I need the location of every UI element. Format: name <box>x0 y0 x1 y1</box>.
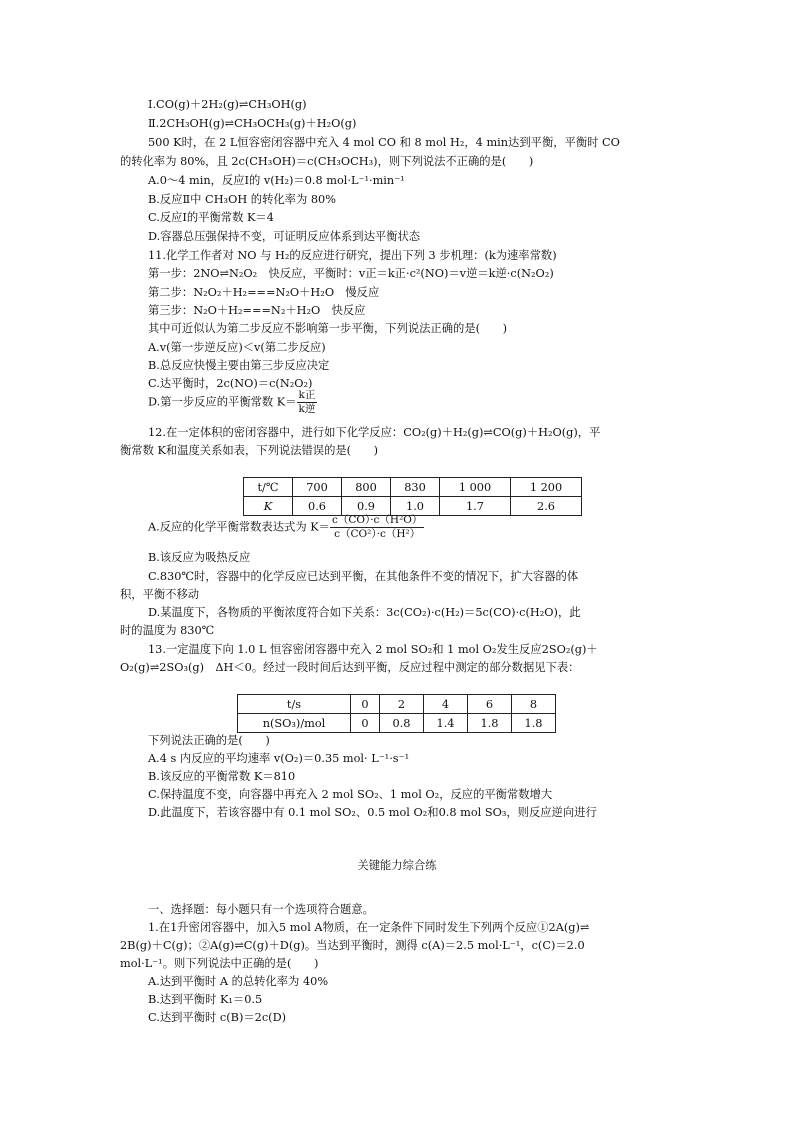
section-title: 关键能力综合练 <box>357 859 437 872</box>
q11-option-d <box>148 389 317 415</box>
q1-option-c: C.达到平衡时 c(B)＝2c(D) <box>148 1011 287 1024</box>
q10-equation-1: Ⅰ.CO(g)＋2H₂(g)⇌CH₃OH(g) <box>148 98 307 111</box>
table-cell: 1.0 <box>391 497 440 516</box>
q12-option-d-line-2: 时的温度为 830℃ <box>120 624 215 637</box>
table-cell: 830 <box>391 478 440 497</box>
q13-ask: 下列说法正确的是( ) <box>148 734 270 747</box>
q11-stem: 11.化学工作者对 NO 与 H₂的反应进行研究，提出下列 3 步机理：(k为速率常数) <box>148 249 557 262</box>
q12-stem-line-2: 衡常数 K和温度关系如表，下列说法错误的是( ) <box>120 444 379 457</box>
table-cell: 700 <box>293 478 342 497</box>
table-cell: 1 000 <box>440 478 511 497</box>
q1-option-b: B.达到平衡时 K₁＝0.5 <box>148 993 263 1006</box>
table-row <box>238 695 556 714</box>
table-cell: 6 <box>468 695 512 714</box>
table-cell: 2.6 <box>511 497 582 516</box>
table-row <box>238 714 556 733</box>
q11-option-a: A.v(第一步逆反应)＜v(第二步反应) <box>148 341 326 354</box>
q10-option-d: D.容器总压强保持不变，可证明反应体系到达平衡状态 <box>148 230 421 243</box>
q13-data-table <box>237 694 556 733</box>
q12-option-a-text: A.反应的化学平衡常数表达式为 K＝ <box>148 520 330 534</box>
table-header-cell: K <box>244 497 293 516</box>
q10-stem-line-1: 500 K时，在 2 L恒容密闭容器中充入 4 mol CO 和 8 mol H₂，4 min达到平衡，平衡时 CO <box>148 136 620 149</box>
table-row <box>244 478 582 497</box>
q13-option-b: B.该反应的平衡常数 K＝810 <box>148 770 296 783</box>
table-cell: 2 <box>380 695 424 714</box>
table-cell: 1.8 <box>468 714 512 733</box>
table-header-cell: t/s <box>238 695 351 714</box>
q13-stem-line-1: 13.一定温度下向 1.0 L 恒容密闭容器中充入 2 mol SO₂和 1 mol O₂发生反应2SO₂(g)＋ <box>148 643 598 656</box>
q12-option-c-line-1: C.830℃时，容器中的化学反应已达到平衡，在其他条件不变的情况下，扩大容器的体 <box>148 570 579 583</box>
q1-stem-line-1: 1.在1升密闭容器中，加入5 mol A物质，在一定条件下同时发生下列两个反应①2A(g)⇌ <box>148 921 590 934</box>
table-cell: 1.8 <box>512 714 556 733</box>
table-cell: 0 <box>351 714 380 733</box>
table-cell: 800 <box>342 478 391 497</box>
q10-option-b: B.反应Ⅱ中 CH₃OH 的转化率为 80% <box>148 193 336 206</box>
q13-option-a: A.4 s 内反应的平均速率 v(O₂)＝0.35 mol· L⁻¹·s⁻¹ <box>148 752 410 765</box>
table-cell: 0.9 <box>342 497 391 516</box>
q1-option-a: A.达到平衡时 A 的总转化率为 40% <box>148 975 329 988</box>
q12-fraction <box>330 514 424 540</box>
q10-option-a: A.0～4 min，反应Ⅰ的 v(H₂)＝0.8 mol·L⁻¹·min⁻¹ <box>148 174 405 187</box>
q13-option-c: C.保持温度不变，向容器中再充入 2 mol SO₂、1 mol O₂，反应的平衡常数增大 <box>148 788 553 801</box>
q12-option-d-line-1: D.某温度下，各物质的平衡浓度符合如下关系：3c(CO₂)·c(H₂)＝5c(CO)·c(H₂O)，此 <box>148 606 581 619</box>
q13-option-d: D.此温度下，若该容器中有 0.1 mol SO₂、0.5 mol O₂和0.8 mol SO₃，则反应逆向进行 <box>148 806 597 819</box>
table-row <box>244 497 582 516</box>
q11-option-b: B.总反应快慢主要由第三步反应决定 <box>148 359 330 372</box>
q10-option-c: C.反应Ⅰ的平衡常数 K＝4 <box>148 211 274 224</box>
table-cell: 0.8 <box>380 714 424 733</box>
q11-fraction <box>297 389 318 415</box>
table-header-cell: t/℃ <box>244 478 293 497</box>
section-instructions: 一、选择题：每小题只有一个选项符合题意。 <box>148 903 374 916</box>
q11-option-d-text: D.第一步反应的平衡常数 K＝ <box>148 395 297 409</box>
table-cell: 1 200 <box>511 478 582 497</box>
q11-step-3: 第三步：N₂O＋H₂===N₂＋H₂O 快反应 <box>148 304 366 317</box>
q12-fraction-numerator: c（CO）·c（H²O） <box>331 514 423 526</box>
q1-stem-line-3: mol·L⁻¹。则下列说法中正确的是( ) <box>120 957 319 970</box>
table-cell: 1.7 <box>440 497 511 516</box>
q10-stem-line-2: 的转化率为 80%，且 2c(CH₃OH)＝c(CH₃OCH₃)，则下列说法不正确的是( ) <box>120 155 534 168</box>
q1-stem-line-2: 2B(g)＋C(g)；②A(g)⇌C(g)＋D(g)。当达到平衡时，测得 c(A)＝2.5 mol·L⁻¹，c(C)＝2.0 <box>120 939 585 952</box>
table-cell: 1.4 <box>424 714 468 733</box>
q10-equation-2: Ⅱ.2CH₃OH(g)⇌CH₃OCH₃(g)＋H₂O(g) <box>148 117 357 130</box>
table-cell: 8 <box>512 695 556 714</box>
q12-k-table <box>243 477 582 516</box>
q12-option-a <box>148 514 424 540</box>
table-header-cell: n(SO₃)/mol <box>238 714 351 733</box>
q11-step-1: 第一步：2NO⇌N₂O₂ 快反应，平衡时：v正＝k正·c²(NO)＝v逆＝k逆·c(N₂O₂) <box>148 267 554 280</box>
table-cell: 0.6 <box>293 497 342 516</box>
q13-stem-line-2: O₂(g)⇌2SO₃(g) ΔH＜0。经过一段时间后达到平衡，反应过程中测定的部分数据见下表： <box>120 661 580 674</box>
q12-fraction-denominator: c（CO²）·c（H²） <box>334 527 421 540</box>
q11-fraction-numerator: k正 <box>298 389 316 401</box>
q11-step-2: 第二步：N₂O₂＋H₂===N₂O＋H₂O 慢反应 <box>148 286 380 299</box>
q12-option-b: B.该反应为吸热反应 <box>148 551 251 564</box>
q11-option-c: C.达平衡时，2c(NO)＝c(N₂O₂) <box>148 377 313 390</box>
q12-option-c-line-2: 积，平衡不移动 <box>120 588 200 601</box>
q12-stem-line-1: 12.在一定体积的密闭容器中，进行如下化学反应：CO₂(g)＋H₂(g)⇌CO(g)＋H₂O(g)，平 <box>148 426 601 439</box>
table-cell: 0 <box>351 695 380 714</box>
q11-fraction-denominator: k逆 <box>298 402 316 415</box>
table-cell: 4 <box>424 695 468 714</box>
q11-note: 其中可近似认为第二步反应不影响第一步平衡，下列说法正确的是( ) <box>148 322 508 335</box>
